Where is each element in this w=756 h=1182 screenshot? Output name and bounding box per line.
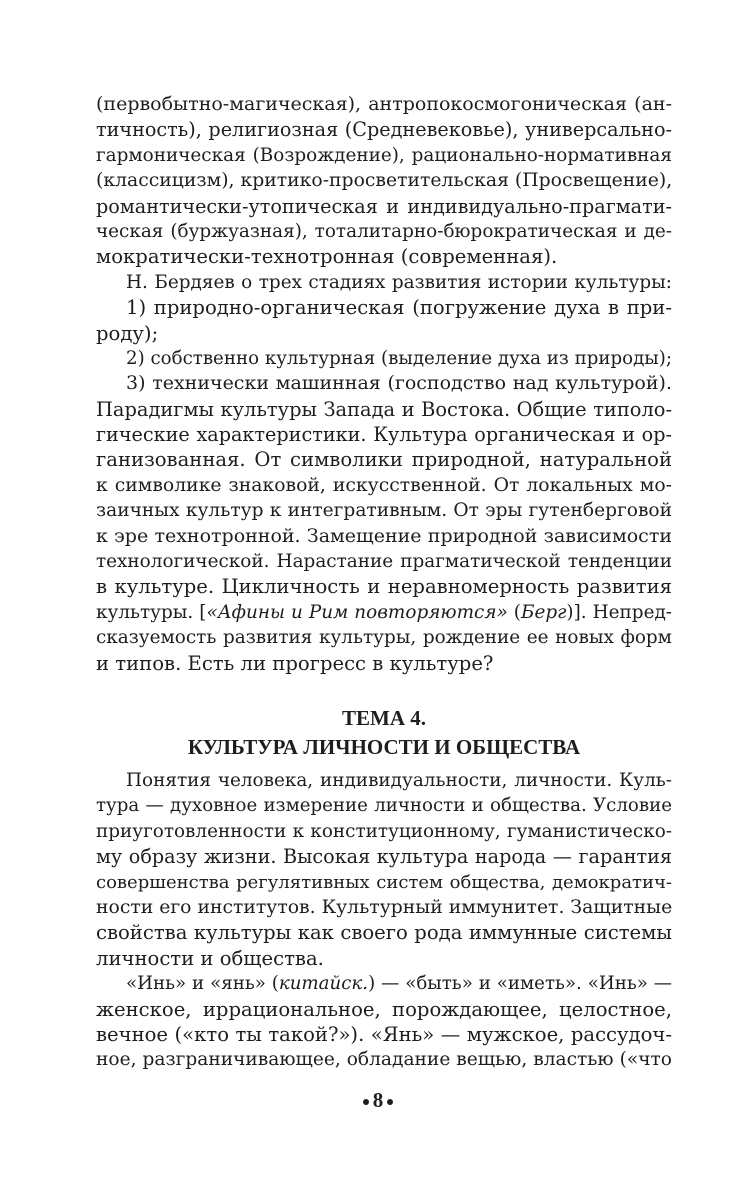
text-line-21: [96, 600, 672, 625]
section-line-9: [96, 971, 672, 996]
section-line-6: ности его институтов. Культурный иммунитет. Защитные: [96, 896, 673, 918]
text-line-23: и типов. Есть ли прогресс в культуре?: [96, 651, 494, 675]
text-line-20: в культуре. Цикличность и неравномерность развития: [96, 575, 672, 599]
yin-before: «Инь» и «янь» (: [126, 973, 279, 995]
line-21-middle: (: [507, 601, 521, 623]
text-line-11: 2) собственно культурная (выделение духа из природы);: [126, 347, 672, 369]
text-line-6: ческая (буржуазная), тоталитарно-бюрократическая и де-: [96, 220, 672, 242]
section-line-5: совершенства регулятивных систем общества, демократич-: [96, 871, 672, 893]
text-line-10: роду);: [96, 321, 159, 345]
text-line-4: (классицизм), критико-просветительская (Просвещение),: [96, 170, 673, 192]
section-line-4: му образу жизни. Высокая культура народа — гарантия: [96, 845, 672, 869]
section-line-12: ное, разграничивающее, обладание вещью, властью («что: [96, 1049, 672, 1071]
text-line-9: 1) природно-органическая (погружение духа в при-: [126, 296, 672, 320]
text-line-5: романтически-утопическая и индивидуально-прагмати-: [96, 194, 672, 218]
bullet-dot-right: [387, 1099, 393, 1105]
section-line-10: женское, иррациональное, порождающее, целостное,: [96, 997, 672, 1021]
yin-after: ) — «быть» и «иметь». «Инь» —: [368, 973, 672, 995]
section-line-1: Понятия человека, индивидуальности, личности. Куль-: [126, 770, 672, 791]
line-21-before: культуры. [: [96, 601, 207, 623]
text-line-12: 3) технически машинная (господство над культурой).: [126, 372, 672, 395]
text-line-7: мократически-технотронная (современная).: [96, 245, 558, 269]
section-heading-title: КУЛЬТУРА ЛИЧНОСТИ И ОБЩЕСТВА: [187, 735, 581, 759]
text-line-13: Парадигмы культуры Запада и Востока. Общие типоло-: [96, 397, 672, 421]
section-line-8: личности и общества.: [96, 946, 324, 970]
section-line-7: свойства культуры как своего рода иммунные системы: [96, 921, 672, 945]
line-21-after: )]. Непред-: [566, 601, 672, 623]
text-line-8: Н. Бердяев о трех стадиях развития истории культуры:: [126, 271, 672, 293]
section-line-2: тура — духовное измерение личности и общества. Условие: [96, 795, 672, 817]
page-number: 8: [372, 1088, 384, 1112]
page-footer: [0, 1087, 756, 1113]
section-line-3: приуготовленности к конституционному, гуманистическо-: [96, 820, 672, 842]
text-line-18: к эре технотронной. Замещение природной зависимости: [96, 524, 672, 547]
section-heading-number: ТЕМА 4.: [342, 706, 426, 730]
text-line-19: технологической. Нарастание прагматической тенденции: [96, 551, 672, 573]
text-line-17: заичных культур к интегративным. От эры гутенберговой: [96, 500, 672, 522]
section-text-block: [96, 768, 672, 1073]
text-line-3: гармоническая (Возрождение), рационально-нормативная: [96, 144, 672, 166]
section-line-11: вечное («кто ты такой?»). «Янь» — мужское, рассудоч-: [96, 1022, 672, 1046]
text-line-1: (первобытно-магическая), антропокосмогоническая (ан-: [96, 93, 672, 115]
text-line-22: сказуемость развития культуры, рождение ее новых форм: [96, 627, 672, 649]
text-line-15: ганизованная. От символики природной, натуральной: [96, 448, 672, 472]
main-text-block: [96, 92, 672, 676]
italic-chinese: китайск.: [278, 973, 369, 995]
text-line-14: гические характеристики. Культура органическая и ор-: [96, 423, 672, 447]
text-line-16: к символике знаковой, искусственной. От локальных мо-: [96, 474, 672, 496]
italic-quote: «Афины и Рим повторяются»: [206, 601, 508, 623]
text-line-2: тичность), религиозная (Средневековье), универсально-: [96, 118, 672, 142]
bullet-dot-left: [363, 1099, 369, 1105]
italic-author: Берг: [520, 601, 567, 623]
